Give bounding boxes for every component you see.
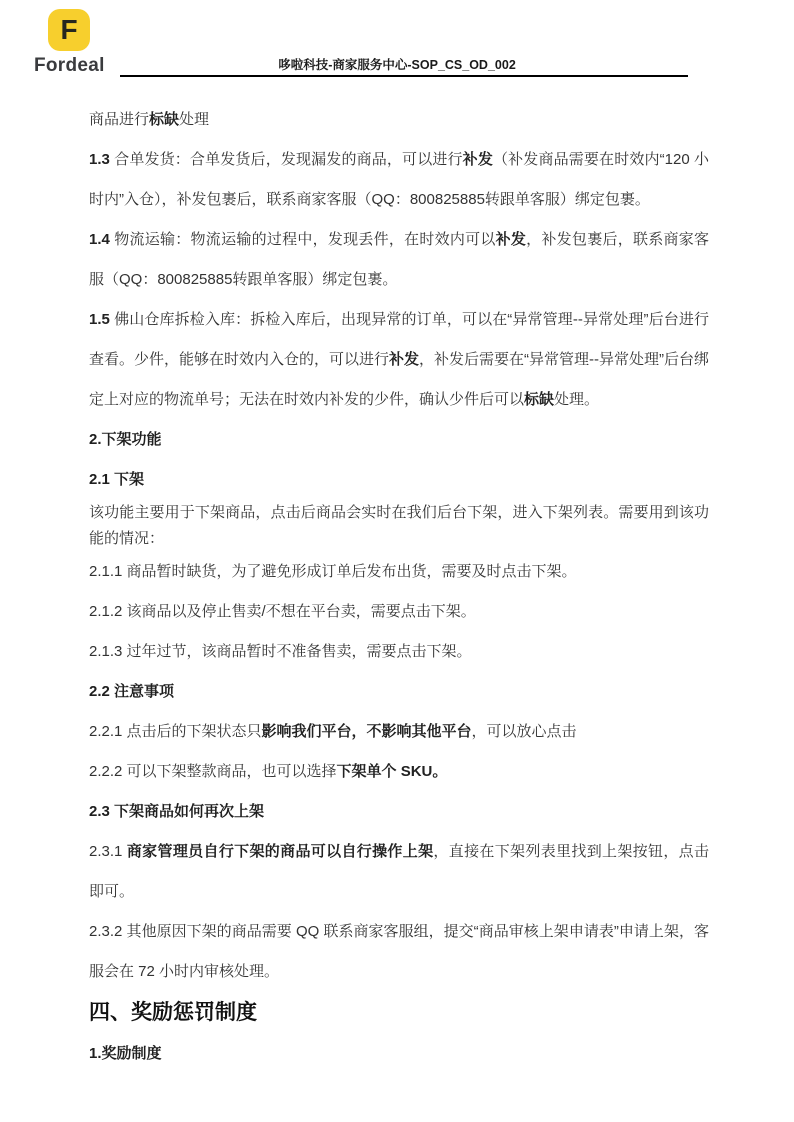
paragraph <box>89 632 709 672</box>
paragraph <box>89 300 709 420</box>
text-run: 1.奖励制度 <box>89 1045 162 1062</box>
text-run-bold: 影响我们平台，不影响其他平台 <box>261 723 472 740</box>
text-run: 2.下架功能 <box>89 431 162 448</box>
paragraph <box>89 752 709 792</box>
paragraph <box>89 912 709 992</box>
text-run-bold: 1.3 <box>89 151 110 168</box>
text-run-bold: 标缺 <box>524 391 555 408</box>
paragraph <box>89 220 709 300</box>
fordeal-logo-letter: F <box>60 14 78 45</box>
text-run: 处理。 <box>554 391 600 408</box>
paragraph <box>89 592 709 632</box>
text-run: 物流运输：物流运输的过程中，发现丢件，在时效内可以 <box>109 231 496 248</box>
text-run: 四、奖励惩罚制度 <box>89 1001 257 1024</box>
paragraph <box>89 552 709 592</box>
heading <box>89 792 709 832</box>
header-divider <box>120 75 688 77</box>
heading <box>89 420 709 460</box>
text-run: 2.2.1 点击后的下架状态只 <box>89 723 262 740</box>
text-run: 合单发货：合单发货后，发现漏发的商品，可以进行 <box>109 151 463 168</box>
fordeal-logo-icon <box>48 9 90 51</box>
heading <box>89 460 709 500</box>
text-run-bold: 补发 <box>462 151 493 168</box>
text-run: 2.1 下架 <box>89 471 145 488</box>
text-run-bold: 下架单个 SKU。 <box>336 763 448 780</box>
paragraph <box>89 712 709 752</box>
text-run: ，可以放心点击 <box>471 723 577 740</box>
text-run: 2.1.3 过年过节，该商品暂时不准备售卖，需要点击下架。 <box>89 643 472 660</box>
text-run-bold: 1.5 <box>89 311 110 328</box>
text-run: 商品进行 <box>89 111 150 128</box>
text-run: 2.1.1 商品暂时缺货，为了避免形成订单后发布出货，需要及时点击下架。 <box>89 563 577 580</box>
text-run: 2.1.2 该商品以及停止售卖/不想在平台卖，需要点击下架。 <box>89 603 476 620</box>
text-run: 2.2 注意事项 <box>89 683 175 700</box>
document-header-title: 哆啦科技-商家服务中心-SOP_CS_OD_002 <box>278 58 516 72</box>
fordeal-wordmark: Fordeal <box>34 55 105 76</box>
paragraph <box>89 100 709 140</box>
text-run-bold: 补发 <box>389 351 420 368</box>
document-body <box>89 100 709 1074</box>
text-run: 2.3.1 <box>89 843 127 860</box>
text-run: 佛山仓库拆检入库：拆检入库后，出现异常的订单，可以在“异常管理--异常处理”后台进行查看。少件，能够在时效内入仓的，可以进行 <box>89 311 709 368</box>
text-run-bold: 商家管理员自行下架的商品可以自行操作上架 <box>126 843 434 860</box>
heading <box>89 672 709 712</box>
text-run: 2.3 下架商品如何再次上架 <box>89 803 265 820</box>
paragraph <box>89 500 709 552</box>
heading <box>89 1034 709 1074</box>
paragraph <box>89 140 709 220</box>
text-run: 处理 <box>179 111 210 128</box>
text-run: 2.3.2 其他原因下架的商品需要 QQ 联系商家客服组，提交“商品审核上架申请表”申请上架，客服会在 72 小时内审核处理。 <box>89 923 709 980</box>
paragraph <box>89 832 709 912</box>
text-run: 2.2.2 可以下架整款商品，也可以选择 <box>89 763 337 780</box>
text-run-bold: 1.4 <box>89 231 110 248</box>
text-run: ，补发包裹后，联系商家客服（QQ：800825885转跟单客服）绑定包裹。 <box>89 231 709 288</box>
heading <box>89 992 709 1034</box>
text-run-bold: 补发 <box>495 231 527 248</box>
text-run: 该功能主要用于下架商品，点击后商品会实时在我们后台下架，进入下架列表。需要用到该功能的情况： <box>89 504 709 547</box>
text-run: （补发商品需要在时效内“120 小时内”入仓），补发包裹后，联系商家客服（QQ：800825885转跟单客服）绑定包裹。 <box>89 151 709 208</box>
text-run: ，直接在下架列表里找到上架按钮，点击即可。 <box>89 843 709 900</box>
text-run-bold: 标缺 <box>149 111 180 128</box>
text-run: ，补发后需要在“异常管理--异常处理”后台绑定上对应的物流单号；无法在时效内补发的少件，确认少件后可以 <box>89 351 710 408</box>
